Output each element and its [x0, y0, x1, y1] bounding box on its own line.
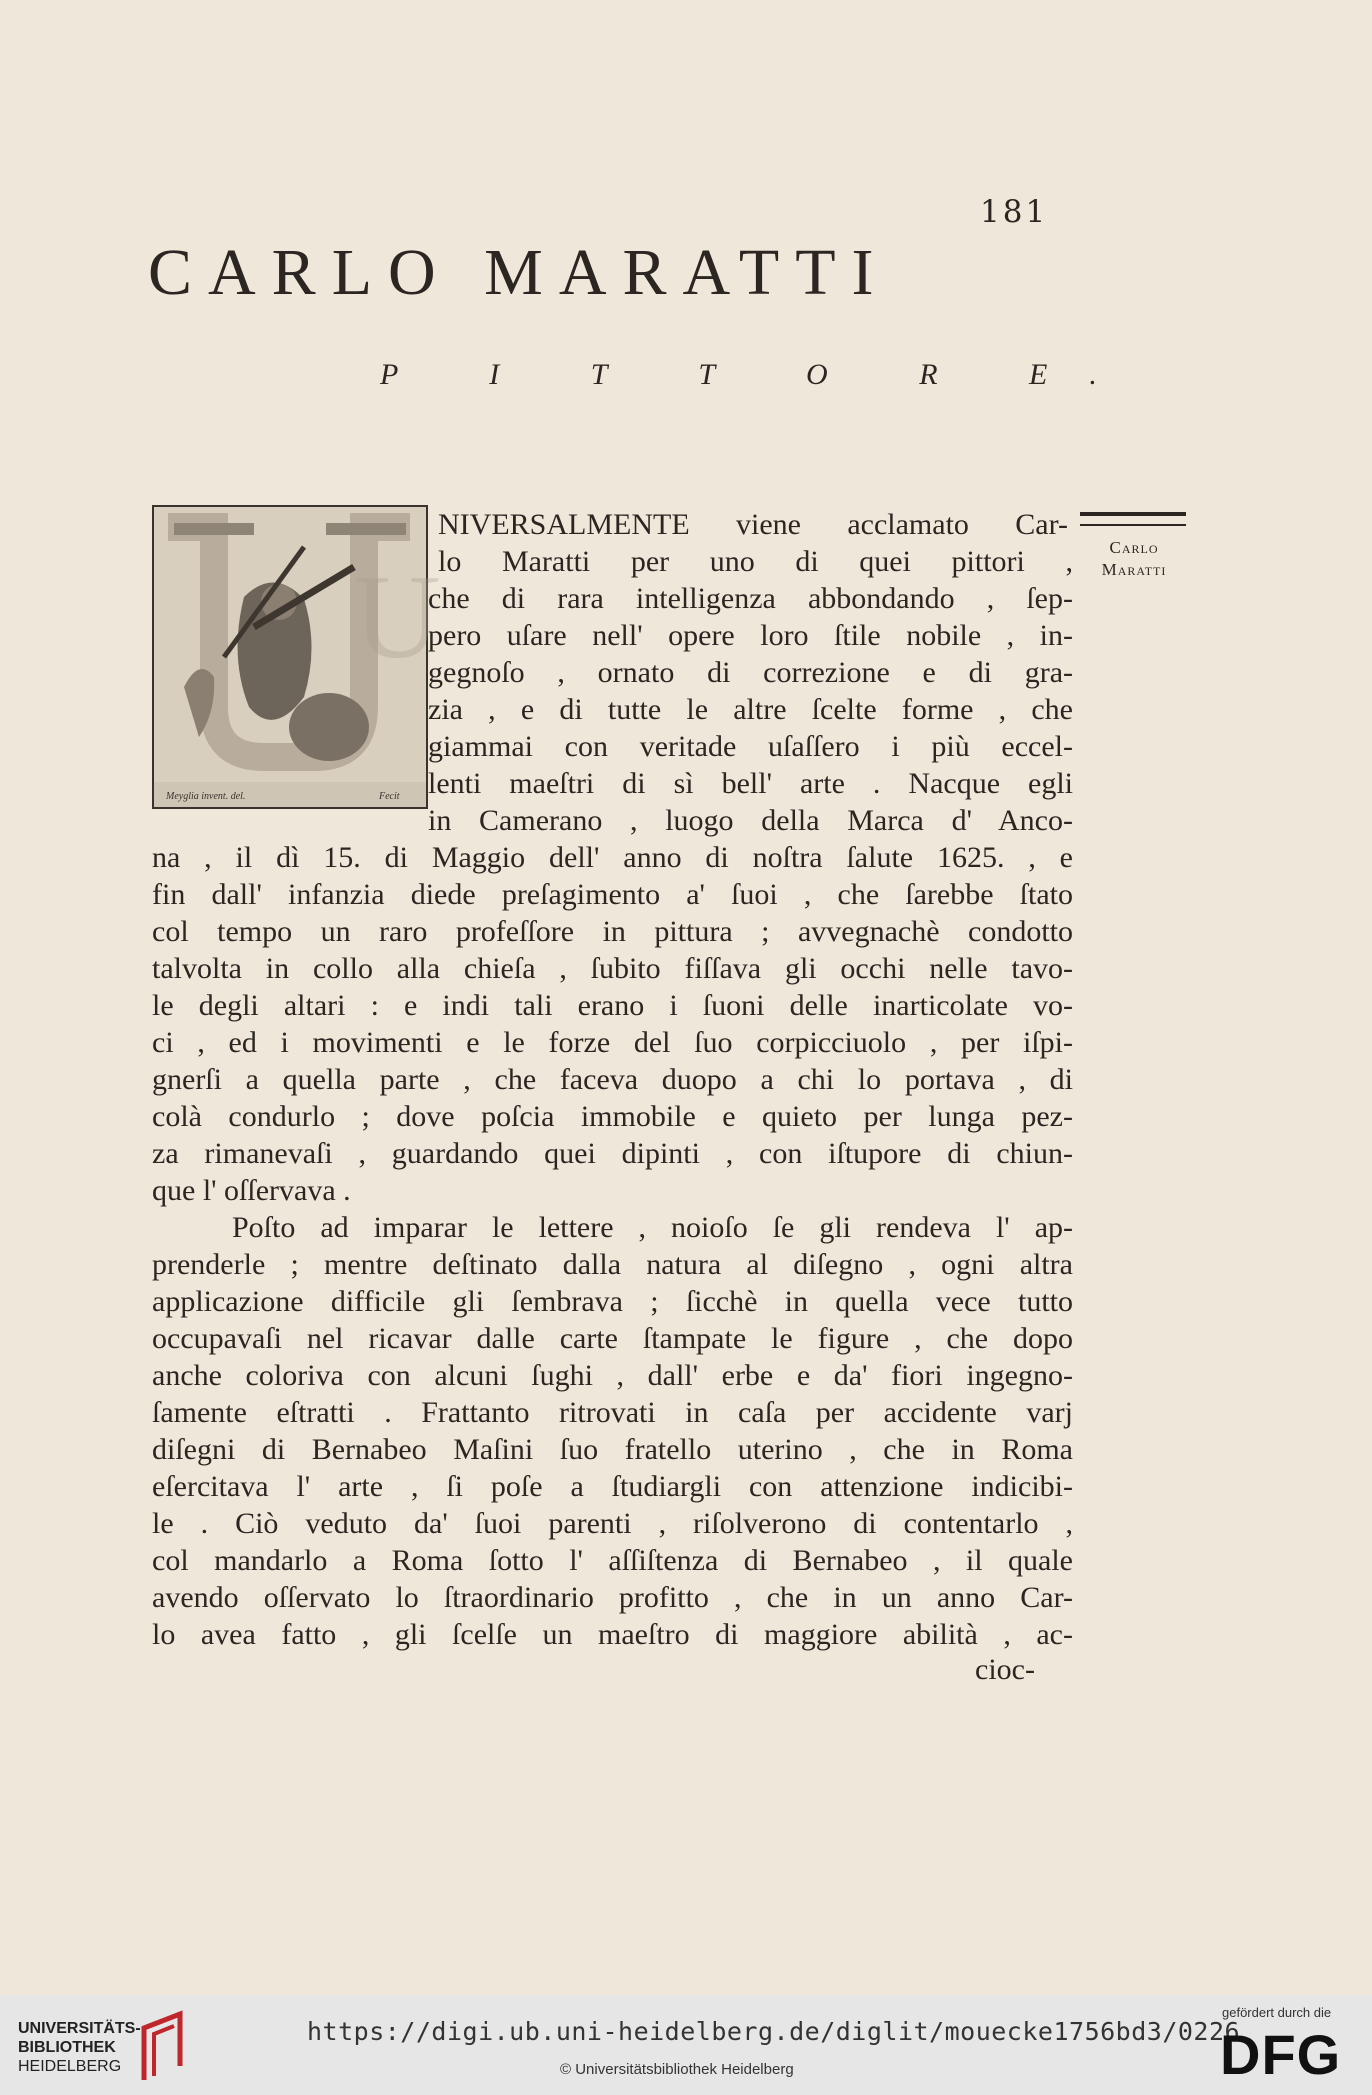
dfg-logo[interactable]: DFG: [1220, 2023, 1342, 2086]
body-line: anche coloriva con alcuni ſughi , dall' erbe e da' fiori ingegno-: [152, 1359, 1073, 1392]
body-line: Poſto ad imparar le lettere , noioſo ſe gli rendeva l' ap-: [232, 1211, 1073, 1244]
body-line: che di rara intelligenza abbondando , ſep-: [428, 582, 1073, 615]
marginal-note-line: Maratti: [1101, 560, 1167, 579]
library-logo-line: BIBLIOTHEK: [18, 2039, 116, 2056]
initial-letter: U: [354, 550, 441, 683]
body-line: prenderle ; mentre deſtinato dalla natura al diſegno , ogni altra: [152, 1248, 1073, 1281]
page-title: CARLO MARATTI: [148, 236, 890, 309]
body-line: zia , e di tutte le altre ſcelte forme , che: [428, 693, 1073, 726]
library-logo-line: HEIDELBERG: [18, 2058, 122, 2075]
body-line: applicazione difficile gli ſembrava ; ſicchè in quella vece tutto: [152, 1285, 1073, 1318]
catchword: cioc-: [975, 1653, 1035, 1686]
body-line: col tempo un raro profeſſore in pittura ; avvegnachè condotto: [152, 915, 1073, 948]
body-line: ci , ed i movimenti e le forze del ſuo corpicciuolo , per iſpi-: [152, 1026, 1073, 1059]
body-line: gegnoſo , ornato di correzione e di gra-: [428, 656, 1073, 689]
body-line: fin dall' infanzia diede preſagimento a' ſuoi , che ſarebbe ſtato: [152, 878, 1073, 911]
body-line: eſercitava l' arte , ſi poſe a ſtudiargli con attenzione indicibi-: [152, 1470, 1073, 1503]
marginal-rule: [1080, 512, 1186, 526]
marginal-note-line: Carlo: [1109, 538, 1159, 557]
body-line: occupavaſi nel ricavar dalle carte ſtampate le figure , che dopo: [152, 1322, 1073, 1355]
decorated-initial-illustration: [152, 505, 441, 809]
body-line: lenti maeſtri di sì bell' arte . Nacque egli: [428, 767, 1073, 800]
body-line: lo Maratti per uno di quei pittori ,: [438, 545, 1073, 578]
body-line: za rimanevaſi , guardando quei dipinti , con iſtupore di chiun-: [152, 1137, 1073, 1170]
copyright-notice: © Universitätsbibliothek Heidelberg: [560, 2061, 794, 2078]
body-line: talvolta in collo alla chieſa , ſubito fiſſava gli occhi nelle tavo-: [152, 952, 1073, 985]
body-line: diſegni di Bernabeo Maſini ſuo fratello uterino , che in Roma: [152, 1433, 1073, 1466]
marginal-note: [1082, 537, 1186, 581]
body-line: giammai con veritade uſaſſero i più eccel-: [428, 730, 1073, 763]
funder-caption: gefördert durch die: [1222, 2005, 1332, 2020]
body-line: pero uſare nell' opere loro ſtile nobile , in-: [428, 619, 1073, 652]
body-line: in Camerano , luogo della Marca d' Anco-: [428, 804, 1073, 837]
body-line: colà condurlo ; dove poſcia immobile e quieto per lunga pez-: [152, 1100, 1073, 1133]
body-line: NIVERSALMENTE viene acclamato Car-: [438, 508, 1068, 541]
viewer-footer: [0, 1995, 1372, 2095]
library-logo-icon[interactable]: [140, 2010, 188, 2087]
body-line: gnerſi a quella parte , che faceva duopo a chi lo portava , di: [152, 1063, 1073, 1096]
body-line: le . Ciò veduto da' ſuoi parenti , riſolverono di contentarlo ,: [152, 1507, 1073, 1540]
library-logo-line: UNIVERSITÄTS-: [18, 2020, 141, 2037]
body-line: lo avea fatto , gli ſcelſe un maeſtro di maggiore abilità , ac-: [152, 1618, 1073, 1651]
page-url-link[interactable]: https://digi.ub.uni-heidelberg.de/diglit/mouecke1756bd3/0226: [307, 2017, 1241, 2046]
body-line: col mandarlo a Roma ſotto l' aſſiſtenza di Bernabeo , il quale: [152, 1544, 1073, 1577]
body-line: que l' oſſervava .: [152, 1174, 351, 1207]
library-logo-text[interactable]: [18, 2019, 141, 2076]
page-number: 181: [980, 194, 1049, 230]
body-line: na , il dì 15. di Maggio dell' anno di noſtra ſalute 1625. , e: [152, 841, 1073, 874]
illustration-credit-left: Meyglia invent. del.: [166, 791, 246, 802]
body-line: avendo oſſervato lo ſtraordinario profitto , che in un anno Car-: [152, 1581, 1073, 1614]
body-line: ſamente eſtratti . Frattanto ritrovati in caſa per accidente varj: [152, 1396, 1073, 1429]
body-line: le degli altari : e indi tali erano i ſuoni delle inarticolate vo-: [152, 989, 1073, 1022]
page-subtitle: P I T T O R E.: [380, 358, 1139, 391]
illustration-credit-right: Fecit: [379, 791, 400, 802]
